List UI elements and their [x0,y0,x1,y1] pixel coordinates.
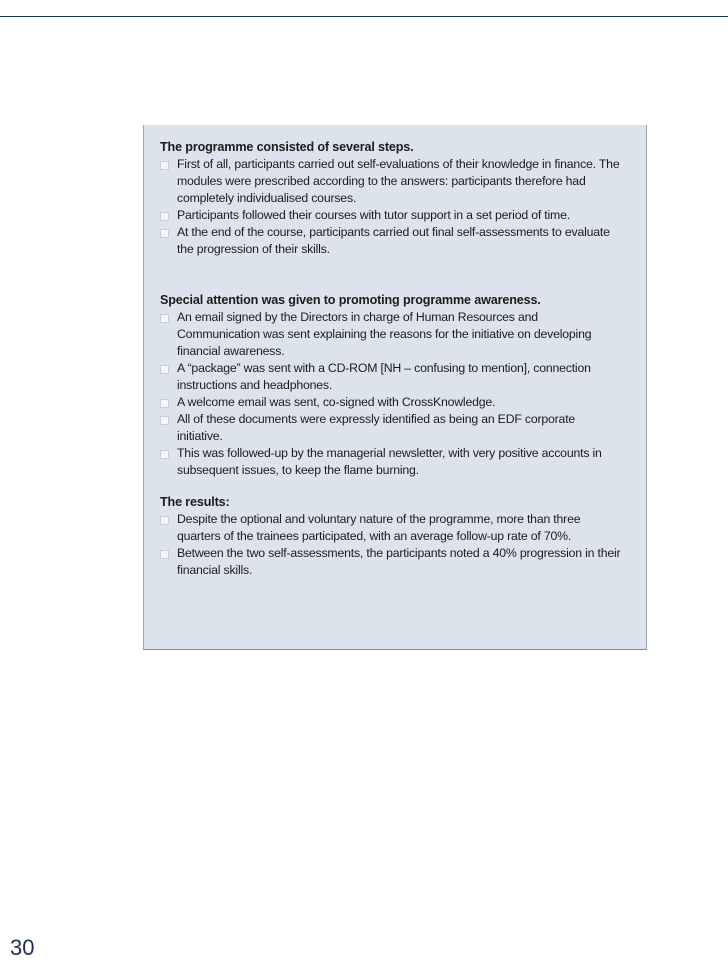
list-item: All of these documents were expressly identified as being an EDF corporate initiative. [160,411,622,445]
list-item: Despite the optional and voluntary nature of the programme, more than three quarters of the trainees participated, with an average follow-up rate of 70%. [160,511,622,545]
case-study-box [143,125,647,650]
square-bullet-icon [160,314,169,323]
page-number: 30 [10,935,35,960]
square-bullet-icon [160,550,169,559]
steps-list [160,156,622,258]
list-item: An email signed by the Directors in charge of Human Resources and Communication was sent explaining the reasons for the initiative on developing financial awareness. [160,309,622,360]
square-bullet-icon [160,365,169,374]
square-bullet-icon [160,399,169,408]
list-item: A welcome email was sent, co-signed with CrossKnowledge. [160,394,622,411]
list-item: At the end of the course, participants carried out final self-assessments to evaluate the progression of their skills. [160,224,622,258]
section-heading-steps: The programme consisted of several steps. [160,140,414,154]
list-item: Participants followed their courses with tutor support in a set period of time. [160,207,622,224]
square-bullet-icon [160,229,169,238]
list-item: This was followed-up by the managerial newsletter, with very positive accounts in subsequent issues, to keep the flame burning. [160,445,622,479]
results-list [160,511,622,579]
header-rule [0,16,728,17]
section-heading-awareness: Special attention was given to promoting programme awareness. [160,293,541,307]
square-bullet-icon [160,516,169,525]
list-item: A “package” was sent with a CD-ROM [NH – confusing to mention], connection instructions and headphones. [160,360,622,394]
square-bullet-icon [160,450,169,459]
list-item: Between the two self-assessments, the participants noted a 40% progression in their financial skills. [160,545,622,579]
section-heading-results: The results: [160,495,230,509]
square-bullet-icon [160,212,169,221]
square-bullet-icon [160,161,169,170]
square-bullet-icon [160,416,169,425]
list-item: First of all, participants carried out self-evaluations of their knowledge in finance. The modules were prescribed according to the answers: participants therefore had completely individualised courses. [160,156,622,207]
awareness-list [160,309,622,479]
